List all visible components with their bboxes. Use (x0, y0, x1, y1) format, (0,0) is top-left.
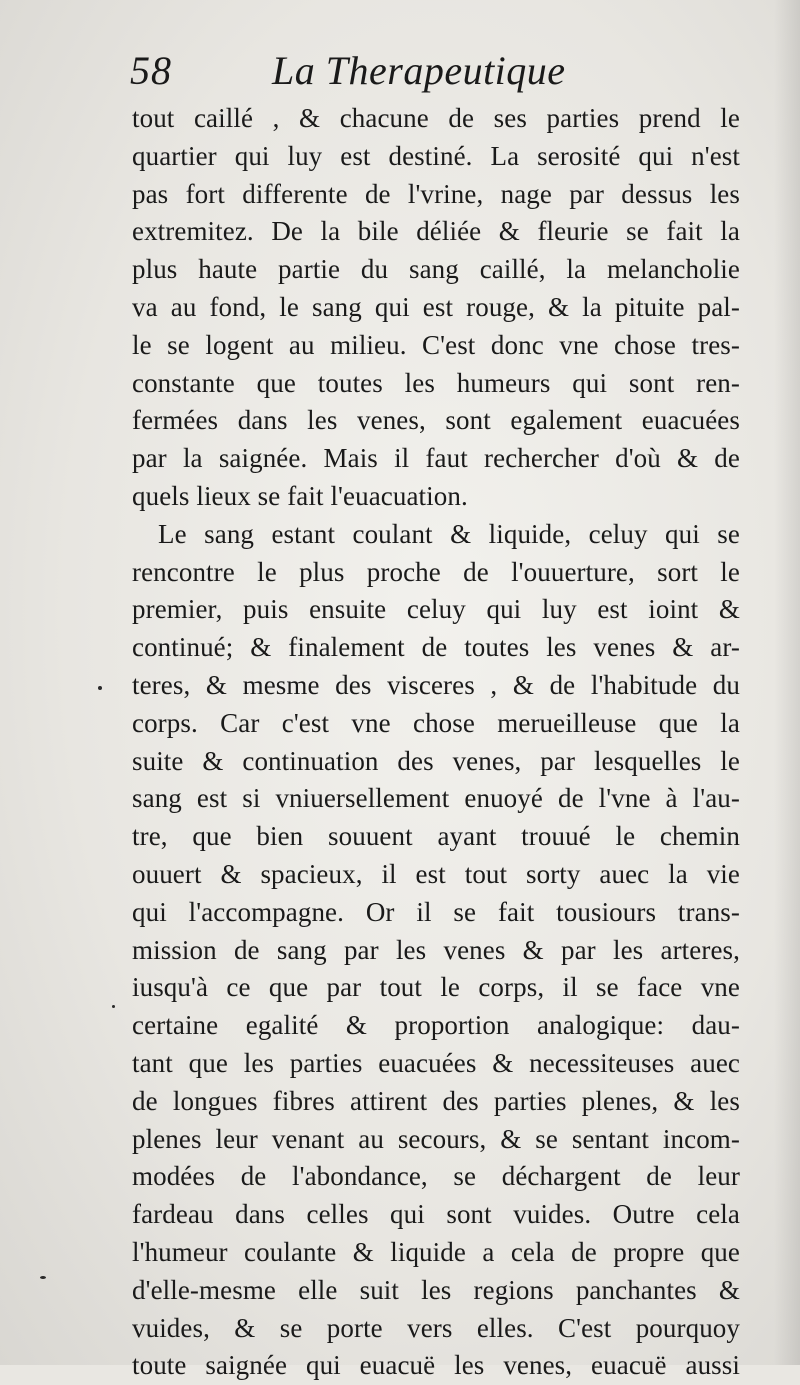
text-line: tout caillé , & chacune de ses parties prend le (132, 103, 740, 133)
body-text (132, 100, 740, 1385)
text-line: premier, puis ensuite celuy qui luy est ioint & (132, 594, 740, 625)
text-line: extremitez. De la bile déliée & fleurie se fait la (132, 216, 740, 247)
text-line: le se logent au milieu. C'est donc vne chose tres- (132, 329, 740, 360)
text-line: toute saignée qui euacuë les venes, euacuë aussi (132, 1350, 740, 1381)
text-line: ouuert & spacieux, il est tout sorty auec la vie (132, 858, 740, 889)
text-line: fermées dans les venes, sont egalement euacuées (132, 405, 740, 436)
text-line: continué; & finalement de toutes les venes & ar- (132, 632, 740, 663)
text-line: certaine egalité & proportion analogique: dau- (132, 1010, 740, 1041)
text-line: de longues fibres attirent des parties plenes, & les (132, 1085, 740, 1116)
text-line: d'elle-mesme elle suit les regions panchantes & (132, 1274, 740, 1305)
text-line: modées de l'abondance, se déchargent de leur (132, 1161, 740, 1192)
text-line: Le sang estant coulant & liquide, celuy qui se (158, 518, 740, 549)
text-line: l'humeur coulante & liquide a cela de propre que (132, 1236, 740, 1267)
text-line: sang est si vniuersellement enuoyé de l'vne à l'au- (132, 783, 740, 814)
text-line: quels lieux se fait l'euacuation. (132, 480, 468, 511)
ink-speck (112, 1005, 115, 1008)
running-head (130, 46, 750, 96)
text-line: pas fort differente de l'vrine, nage par dessus les (132, 178, 740, 209)
text-line: va au fond, le sang qui est rouge, & la pituite pal- (132, 291, 740, 322)
page-number: 58 (130, 48, 172, 93)
text-line: suite & continuation des venes, par lesquelles le (132, 745, 740, 776)
text-line: fardeau dans celles qui sont vuides. Outre cela (132, 1199, 740, 1230)
running-title: La Therapeutique (272, 48, 566, 93)
text-line: corps. Car c'est vne chose merueilleuse que la (132, 707, 740, 738)
text-line: qui l'accompagne. Or il se fait tousiours trans- (132, 896, 740, 927)
text-line: par la saignée. Mais il faut rechercher d'où & de (132, 443, 740, 474)
text-line: constante que toutes les humeurs qui sont ren- (132, 367, 740, 398)
text-line: quartier qui luy est destiné. La serosité qui n'est (132, 140, 740, 171)
text-line: iusqu'à ce que par tout le corps, il se face vne (132, 972, 740, 1003)
ink-speck (98, 686, 102, 690)
text-line: rencontre le plus proche de l'ouuerture, sort le (132, 556, 740, 587)
text-line: teres, & mesme des visceres , & de l'habitude du (132, 669, 740, 700)
text-line: plus haute partie du sang caillé, la melancholie (132, 254, 740, 285)
text-line: tant que les parties euacuées & necessiteuses auec (132, 1047, 740, 1078)
text-line: plenes leur venant au secours, & se sentant incom- (132, 1123, 740, 1154)
text-line: mission de sang par les venes & par les arteres, (132, 934, 740, 965)
text-line: vuides, & se porte vers elles. C'est pourquoy (132, 1312, 740, 1343)
text-line: tre, que bien souuent ayant trouué le chemin (132, 821, 740, 852)
ink-speck (40, 1276, 46, 1279)
